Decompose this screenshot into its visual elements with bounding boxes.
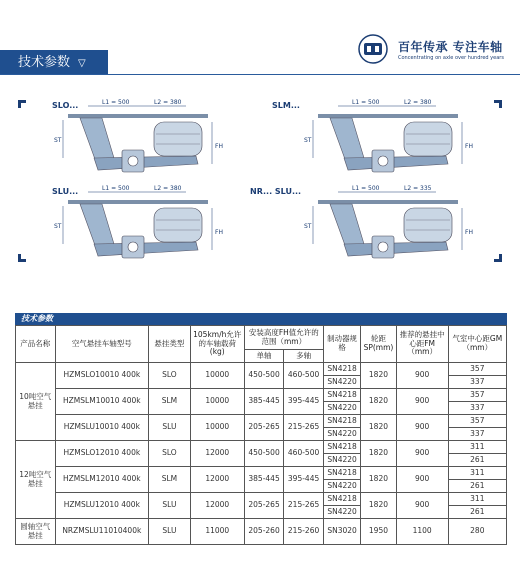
cell-brake: SN4218 [323, 467, 360, 480]
diagram-slm [313, 106, 462, 172]
col-header-type: 悬挂类型 [149, 326, 191, 363]
diagram-slo [63, 106, 212, 172]
table-row [16, 493, 507, 506]
cell-brake: SN4218 [323, 415, 360, 428]
cell-gm: 337 [448, 376, 506, 389]
spec-table-body [16, 363, 507, 545]
cell-brake: SN4218 [323, 493, 360, 506]
cell-height-single: 205-265 [244, 493, 284, 519]
dim-st: ST [304, 223, 312, 230]
spec-table [15, 325, 507, 545]
dim-l2: L2 = 380 [154, 185, 182, 192]
cell-height-single: 385-445 [244, 389, 284, 415]
diagram-slu [63, 192, 212, 258]
cell-center: 900 [396, 467, 448, 493]
cell-gm: 357 [448, 363, 506, 376]
cell-load: 10000 [190, 415, 244, 441]
cell-gm: 311 [448, 441, 506, 454]
cell-gm: 357 [448, 389, 506, 402]
cell-center: 900 [396, 389, 448, 415]
cell-brake: SN3020 [323, 519, 360, 545]
cell-track: 1820 [361, 441, 396, 467]
cell-height-multi: 215-265 [284, 415, 324, 441]
cell-model: HZMSLO12010 400k [55, 441, 149, 467]
diagram-nr-slu [313, 192, 462, 258]
cell-model: NRZMSLU11010400k [55, 519, 149, 545]
section-title-tab [0, 50, 108, 75]
table-row [16, 415, 507, 428]
cell-model: HZMSLM10010 400k [55, 389, 149, 415]
dim-fh: FH [465, 229, 473, 236]
cell-load: 10000 [190, 363, 244, 389]
cell-brake: SN4220 [323, 480, 360, 493]
cell-gm: 311 [448, 467, 506, 480]
cell-type: SLU [149, 415, 191, 441]
table-row [16, 519, 507, 545]
cell-type: SLO [149, 363, 191, 389]
cell-product: 10吨空气悬挂 [16, 363, 56, 441]
cell-load: 12000 [190, 441, 244, 467]
dim-l2: L2 = 380 [154, 99, 182, 106]
dim-st: ST [54, 223, 62, 230]
spec-table-wrap [15, 313, 507, 545]
cell-center: 900 [396, 441, 448, 467]
dim-st: ST [304, 137, 312, 144]
dim-l1: L1 = 500 [352, 185, 380, 192]
cell-height-multi: 460-500 [284, 363, 324, 389]
dim-fh: FH [215, 143, 223, 150]
table-row [16, 389, 507, 402]
col-header-model: 空气悬挂车轴型号 [55, 326, 149, 363]
cell-gm: 337 [448, 402, 506, 415]
cell-track: 1950 [361, 519, 396, 545]
cell-load: 10000 [190, 389, 244, 415]
cell-load: 11000 [190, 519, 244, 545]
cell-height-single: 450-500 [244, 441, 284, 467]
col-header-center: 推荐的悬挂中心距FM（mm） [396, 326, 448, 363]
col-header-brake: 制动器规格 [323, 326, 360, 363]
brand-slogan-en: Concentrating on axle over hundred years [398, 55, 504, 61]
cell-track: 1820 [361, 363, 396, 389]
dim-l1: L1 = 500 [102, 185, 130, 192]
cell-model: HZMSLM12010 400k [55, 467, 149, 493]
corner-mark [18, 100, 26, 108]
cell-product: 圆轴空气悬挂 [16, 519, 56, 545]
dim-l1: L1 = 500 [352, 99, 380, 106]
cell-height-single: 385-445 [244, 467, 284, 493]
cell-height-multi: 395-445 [284, 389, 324, 415]
cell-center: 900 [396, 493, 448, 519]
col-header-height: 安装高度FH值允许的范围（mm） [244, 326, 323, 350]
table-title: 技术参数 [15, 313, 507, 325]
col-header-track: 轮距SP(mm) [361, 326, 396, 363]
header-divider [0, 74, 520, 75]
corner-mark [494, 100, 502, 108]
cell-load: 12000 [190, 493, 244, 519]
col-header-load: 105km/h允许的车轴载荷(kg) [190, 326, 244, 363]
cell-center: 1100 [396, 519, 448, 545]
corner-mark [494, 254, 502, 262]
col-header-single: 单轴 [244, 350, 284, 363]
cell-track: 1820 [361, 389, 396, 415]
dim-l2: L2 = 335 [404, 185, 432, 192]
dim-l1: L1 = 500 [102, 99, 130, 106]
cell-load: 12000 [190, 467, 244, 493]
cell-type: SLM [149, 467, 191, 493]
cell-type: SLU [149, 519, 191, 545]
cell-gm: 357 [448, 415, 506, 428]
cell-product: 12吨空气悬挂 [16, 441, 56, 519]
cell-gm: 261 [448, 480, 506, 493]
cell-brake: SN4218 [323, 363, 360, 376]
cell-center: 900 [396, 363, 448, 389]
dim-fh: FH [215, 229, 223, 236]
cell-brake: SN4218 [323, 389, 360, 402]
cell-model: HZMSLU12010 400k [55, 493, 149, 519]
cell-gm: 337 [448, 428, 506, 441]
triangle-down-icon: ▽ [78, 58, 86, 69]
cell-center: 900 [396, 415, 448, 441]
diagram-label: SLO... [52, 101, 79, 110]
cell-height-single: 205-260 [244, 519, 284, 545]
cell-brake: SN4220 [323, 376, 360, 389]
section-title: 技术参数 [18, 55, 71, 70]
brand-slogan: 百年传承 专注车轴 [398, 40, 503, 54]
cell-track: 1820 [361, 493, 396, 519]
cell-height-single: 205-265 [244, 415, 284, 441]
cell-model: HZMSLU10010 400k [55, 415, 149, 441]
cell-track: 1820 [361, 467, 396, 493]
cell-track: 1820 [361, 415, 396, 441]
cell-height-multi: 215-260 [284, 519, 324, 545]
header [0, 0, 520, 82]
cell-gm: 261 [448, 506, 506, 519]
cell-type: SLO [149, 441, 191, 467]
cell-model: HZMSLO10010 400k [55, 363, 149, 389]
diagram-label: NR... SLU... [250, 187, 302, 196]
table-row [16, 441, 507, 454]
col-header-gm: 气室中心距GM（mm） [448, 326, 506, 363]
cell-type: SLM [149, 389, 191, 415]
cell-brake: SN4220 [323, 428, 360, 441]
diagram-label: SLM... [272, 101, 300, 110]
cell-brake: SN4220 [323, 506, 360, 519]
table-row [16, 467, 507, 480]
cell-brake: SN4220 [323, 402, 360, 415]
brand-logo [358, 34, 388, 64]
corner-mark [18, 254, 26, 262]
cell-height-multi: 395-445 [284, 467, 324, 493]
dim-fh: FH [465, 143, 473, 150]
cell-gm: 280 [448, 519, 506, 545]
dim-st: ST [54, 137, 62, 144]
suspension-diagrams [10, 92, 510, 270]
cell-brake: SN4220 [323, 454, 360, 467]
table-row [16, 363, 507, 376]
diagram-label: SLU... [52, 187, 79, 196]
col-header-multi: 多轴 [284, 350, 324, 363]
cell-height-multi: 215-265 [284, 493, 324, 519]
dim-l2: L2 = 380 [404, 99, 432, 106]
cell-height-multi: 460-500 [284, 441, 324, 467]
col-header-product: 产品名称 [16, 326, 56, 363]
cell-gm: 261 [448, 454, 506, 467]
cell-gm: 311 [448, 493, 506, 506]
cell-height-single: 450-500 [244, 363, 284, 389]
cell-type: SLU [149, 493, 191, 519]
cell-brake: SN4218 [323, 441, 360, 454]
